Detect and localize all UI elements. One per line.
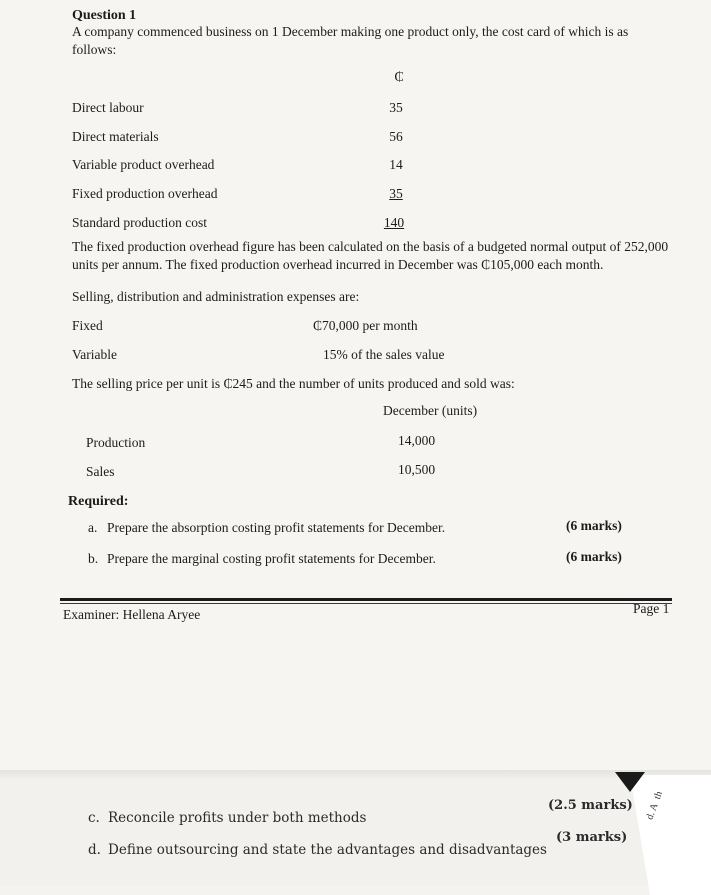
required-label: Required: [68,494,129,509]
footer-rule-thick [60,598,672,601]
sda-value-fixed: ₵70,000 per month [313,318,418,333]
task-c-letter: c. [88,810,100,826]
sda-label-variable: Variable [72,347,117,362]
cost-value-direct-materials: 56 [389,129,403,144]
folded-page-text: d. A th [644,789,665,822]
task-a-marks: (6 marks) [566,518,622,533]
footer-rule-thin [60,603,672,604]
units-label-sales: Sales [86,464,115,479]
task-a-text: Prepare the absorption costing profit statements for December. [107,520,446,535]
task-b-letter: b. [88,551,99,566]
overhead-note: The fixed production overhead figure has been calculated on the basis of a budgeted normal output of 252,000 units per annum. The fixed production overhead incurred in December was ₵105,000 each month. [72,239,669,272]
page-number: Page 1 [633,601,670,616]
question-intro: A company commenced business on 1 December making one product only, the cost card of which is as follows: [72,24,629,57]
sda-value-variable: 15% of the sales value [323,347,445,362]
task-b-text: Prepare the marginal costing profit statements for December. [107,551,436,566]
exam-page-2-fragment [0,778,711,886]
cost-label-variable-overhead: Variable product overhead [72,157,215,172]
cost-label-standard-cost: Standard production cost [72,215,207,230]
cost-value-variable-overhead: 14 [389,157,403,172]
cost-value-fixed-overhead: 35 [389,186,403,201]
task-d-marks: (3 marks) [556,830,628,845]
cost-label-fixed-overhead: Fixed production overhead [72,186,218,201]
cost-value-direct-labour: 35 [389,100,403,115]
units-label-production: Production [86,435,146,450]
page-gap [0,770,711,778]
currency-header: ₵ [394,70,404,85]
units-header: December (units) [383,403,478,418]
task-c-marks: (2.5 marks) [548,798,633,813]
sda-intro: Selling, distribution and administration expenses are: [72,289,360,304]
question-title: Question 1 [72,8,137,23]
task-d-text: Define outsourcing and state the advantages and disadvantages [108,842,547,858]
cost-label-direct-materials: Direct materials [72,129,159,144]
units-value-production: 14,000 [398,433,436,448]
task-b-marks: (6 marks) [566,549,622,564]
cost-label-direct-labour: Direct labour [72,100,144,115]
cost-value-standard-cost: 140 [383,215,405,230]
price-note: The selling price per unit is ₵245 and the number of units produced and sold was: [72,376,515,391]
units-value-sales: 10,500 [398,462,436,477]
task-d-letter: d. [88,842,101,858]
examiner-name: Examiner: Hellena Aryee [63,607,201,622]
task-c-text: Reconcile profits under both methods [108,810,367,826]
sda-label-fixed: Fixed [72,318,103,333]
task-a-letter: a. [88,520,98,535]
